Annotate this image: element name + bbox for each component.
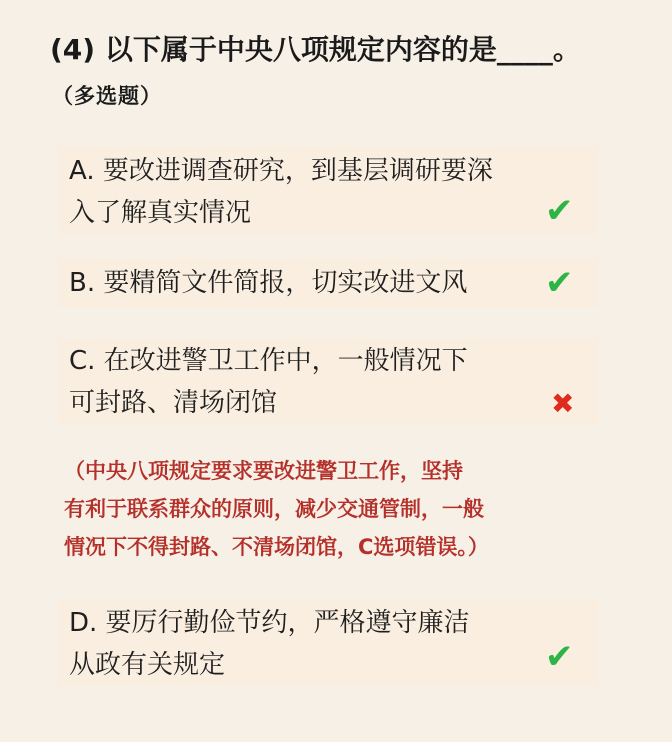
- check-icon: ✔: [545, 263, 574, 303]
- option-a[interactable]: [58, 146, 598, 234]
- explanation-text: （中央八项规定要求要改进警卫工作，坚持 有利于联系群众的原则，减少交通管制，一般 情况下不得封路、不清场闭馆，C选项错误。）: [64, 459, 489, 559]
- question-text: (4) 以下属于中央八项规定内容的是____。: [50, 33, 581, 66]
- option-a-text: A. 要改进调查研究，到基层调研要深 入了解真实情况: [69, 156, 493, 228]
- question-type-label: （多选题）: [52, 84, 162, 108]
- option-b-text: B. 要精简文件简报，切实改进文风: [69, 268, 468, 298]
- cross-icon: ✖: [551, 387, 575, 420]
- check-icon: ✔: [545, 191, 574, 231]
- option-d[interactable]: [58, 600, 598, 686]
- check-icon: ✔: [545, 637, 574, 677]
- option-d-text: D. 要厉行勤俭节约，严格遵守廉洁 从政有关规定: [69, 608, 470, 680]
- option-c-text: C. 在改进警卫工作中，一般情况下 可封路、清场闭馆: [69, 346, 468, 418]
- option-c[interactable]: [58, 338, 598, 424]
- option-b[interactable]: [58, 258, 598, 308]
